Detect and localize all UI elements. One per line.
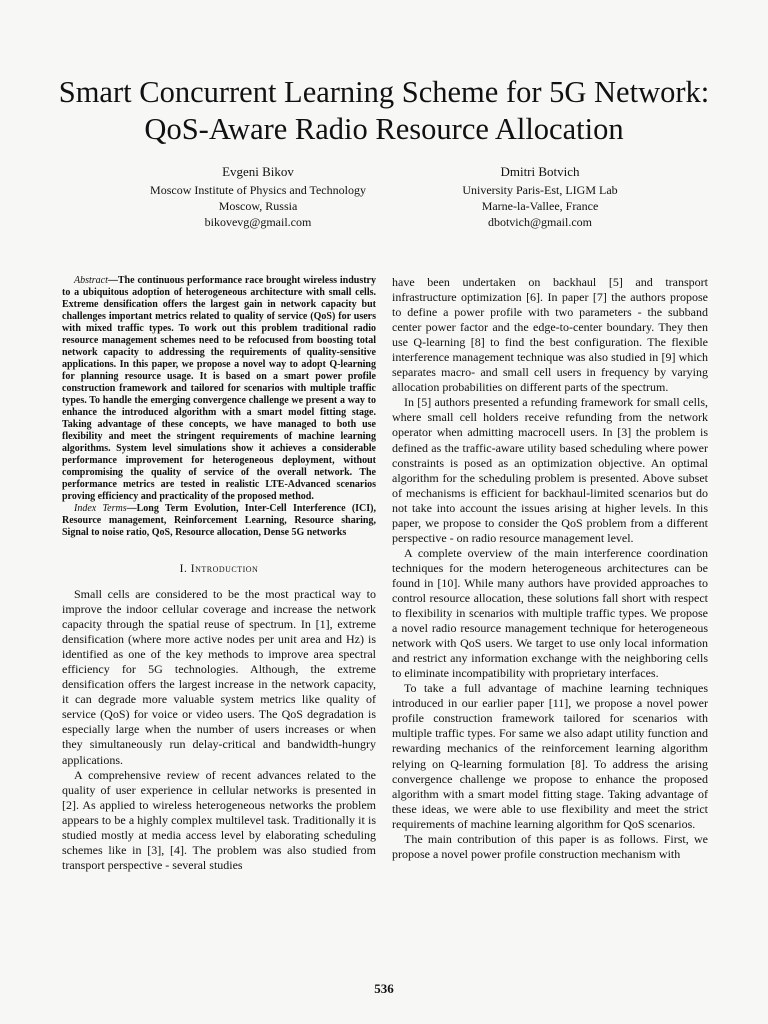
author-name: Dmitri Botvich xyxy=(500,164,580,179)
right-column xyxy=(392,275,708,862)
author-affiliation: University Paris-Est, LIGM Lab xyxy=(462,183,618,197)
author-affiliation: Moscow Institute of Physics and Technology xyxy=(150,183,366,197)
paragraph: In [5] authors presented a refunding framework for small cells, where small cell holders receive refunding from the network operator when admitting macrocell users. In [3] the problem is defined as the traffic-aware utility based scheduling where power constraints is posed as an optimization objective. An optimal algorithm for the scheduling problem is presented. Above subset of mechanisms is efficient for backhaul-limited scenarios but do not take into account the issues arising at higher levels. In this paper, we propose to consider the QoS problem from a different perspective - on radio resource management level. xyxy=(392,395,708,545)
abstract-label: Abstract xyxy=(74,275,108,286)
paper-title: Smart Concurrent Learning Scheme for 5G Network: QoS-Aware Radio Resource Allocation xyxy=(58,75,710,146)
index-terms-text: —Long Term Evolution, Inter-Cell Interference (ICI), Resource management, Reinforcement Learning, Resource sharing, Signal to noise ratio, QoS, Resource allocation, Dense 5G networks xyxy=(62,503,376,538)
abstract-text: —The continuous performance race brought wireless industry to a ubiquitous adoption of heterogeneous architecture with small cells. Extreme densification offers the largest gain in network capacity but challenges important metrics related to quality of service (QoS) for users with mixed traffic types. To work out this problem traditional radio resource management schemes need to be refocused from boosting total network capacity to addressing the requirements of quality-sensitive applications. In this paper, we propose a novel way to adopt Q-learning for planning resource usage. It is based on a smart power profile construction framework and tailored for scenarios with multiple traffic types. To handle the emerging convergence challenge we present a way to enhance the introduced algorithm with a smart model fitting stage. Taking advantage of these concepts, we have managed to both use flexibility and meet the stringent requirements of machine learning algorithms. System level simulations show it achieves a considerable performance improvement for heterogeneous deployment, without compromising the quality of service of the overall network. The performance metrics are tested in realistic LTE-Advanced scenarios proving efficiency and practicality of the proposed method. xyxy=(62,275,376,502)
author-block-2 xyxy=(390,164,690,230)
abstract xyxy=(62,275,376,503)
index-terms-label: Index Terms xyxy=(74,503,127,514)
author-email: dbotvich@gmail.com xyxy=(487,215,593,229)
left-column xyxy=(62,275,376,873)
paragraph: A comprehensive review of recent advances related to the quality of user experience in cellular networks is presented in [2]. As applied to wireless heterogeneous networks the problem appears to be a highly complex multilevel task. Traditionally it is studied mostly at media access level by elaborating scheduling schemes like in [3], [4]. The problem was also studied from transport perspective - several studies xyxy=(62,767,376,872)
paragraph: To take a full advantage of machine learning techniques introduced in our earlier paper [11], we propose a novel power profile construction framework tailored for scenarios with multiple traffic types. For same we also adapt utility function and rewarding mechanics of the reinforcement learning algorithm relying on Q-learning formulation [8]. To address the arising convergence challenge we propose to enhance the proposed algorithm with a smart model fitting stage. Taking advantage of these ideas, we were able to use flexibility and meet the strict requirements of machine learning algorithm for QoS scenarios. xyxy=(392,681,708,831)
author-block-1 xyxy=(108,164,408,230)
paragraph: The main contribution of this paper is as follows. First, we propose a novel power profile construction mechanism with xyxy=(392,831,708,861)
paragraph: A complete overview of the main interference coordination techniques for the modern heterogeneous architectures can be found in [10]. While many authors have provided approaches to control resource allocation, these solutions fall short with respect to flexibility in scenarios with multiple traffic types. We propose a novel radio resource management technique for heterogeneous network with QoS users. We target to use only local information and restrict any information exchange with the neighboring cells to eliminate incompatibility with proprietary interfaces. xyxy=(392,545,708,681)
section-heading-introduction: I. Introduction xyxy=(179,563,259,575)
author-location: Moscow, Russia xyxy=(218,199,298,213)
paragraph: Small cells are considered to be the most practical way to improve the indoor cellular coverage and increase the network capacity through the spatial reuse of spectrum. In [1], extreme densification (where more active nodes per unit area and Hz) is identified as one of the key methods to improve area spectral efficiency for 5G technologies. Although, the extreme densification offers the largest increase in the network capacity, it can degrade more valuable system metrics like quality of service (QoS) for voice or video users. The QoS degradation is especially large when the number of users increases or when they simultaneously run delay-critical and bandwidth-hungry applications. xyxy=(62,587,376,767)
author-email: bikovevg@gmail.com xyxy=(204,215,312,229)
page-number: 536 xyxy=(374,981,394,996)
paragraph: have been undertaken on backhaul [5] and transport infrastructure optimization [6]. In paper [7] the authors propose to define a power profile with two parameters - the subband center power factor and the edge-to-center boundary. They then use Q-learning [8] to find the best configuration. The flexible interference management technique was also studied in [9] which separates macro- and small cell users in frequency by varying allocation probabilities on different parts of the spectrum. xyxy=(392,275,708,395)
author-location: Marne-la-Vallee, France xyxy=(481,199,599,213)
index-terms xyxy=(62,503,376,539)
author-name: Evgeni Bikov xyxy=(222,164,294,179)
